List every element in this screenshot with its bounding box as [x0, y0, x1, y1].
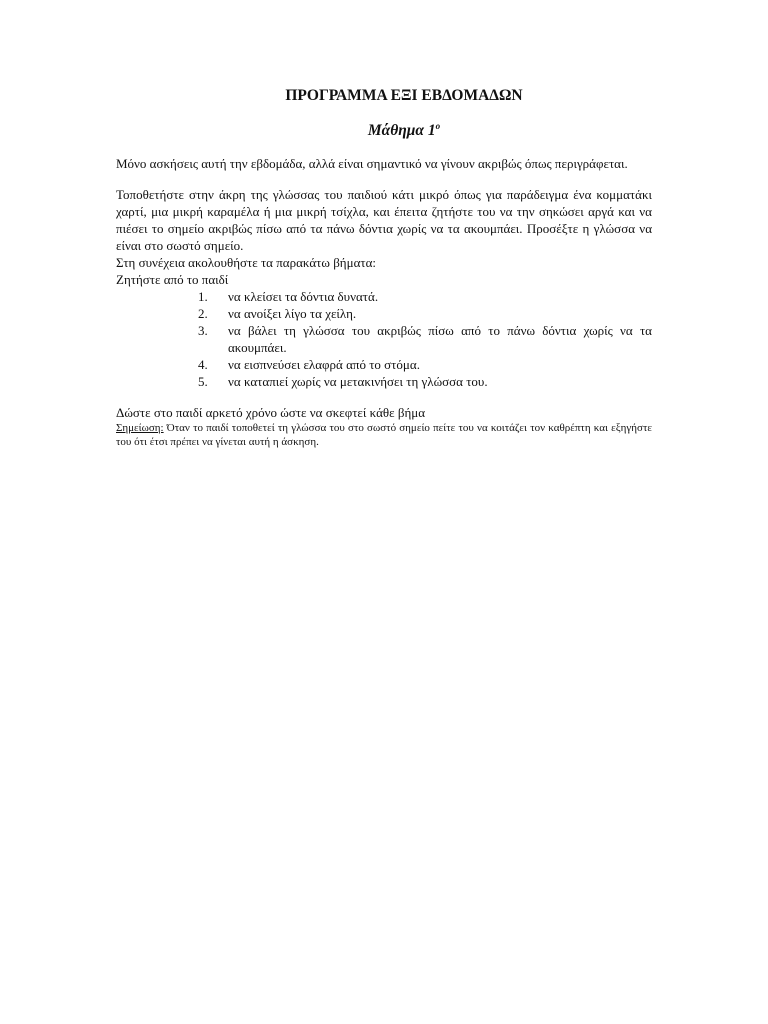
follow-line: Στη συνέχεια ακολουθήστε τα παρακάτω βήματα: — [116, 255, 377, 271]
step-number: 1. — [198, 289, 208, 305]
closing-line: Δώστε στο παιδί αρκετό χρόνο ώστε να σκεφτεί κάθε βήμα — [116, 405, 426, 421]
document-title: ΠΡΟΓΡΑΜΜΑ ΕΞΙ ΕΒΔΟΜΑΔΩΝ — [285, 87, 523, 104]
list-item — [116, 356, 652, 373]
step-text: να κλείσει τα δόντια δυνατά. — [228, 289, 379, 305]
intro-paragraph: Μόνο ασκήσεις αυτή την εβδομάδα, αλλά είναι σημαντικό να γίνουν ακριβώς όπως περιγράφεται. — [116, 156, 628, 172]
step-text: να ανοίξει λίγο τα χείλη. — [228, 306, 357, 322]
note-label: Σημείωση: — [116, 422, 164, 435]
lesson-superscript: ο — [435, 121, 441, 131]
lesson-label: Μάθημα 1 — [367, 122, 436, 140]
note-text: Όταν το παιδί τοποθετεί τη γλώσσα του στο σωστό σημείο πείτε του να κοιτάζει τον καθρέπτη και εξηγήστε του ότι έτσι πρέπει να γίνεται αυτή η άσκηση. — [116, 422, 652, 449]
step-number: 2. — [198, 306, 208, 322]
step-number: 3. — [198, 323, 208, 339]
instructions-paragraph: Τοποθετήστε στην άκρη της γλώσσας του παιδιού κάτι μικρό όπως για παράδειγμα ένα κομματάκι χαρτί, μια μικρή καραμέλα ή μια μικρή τσίχλα, και έπειτα ζητήστε του να την σηκώσει αργά και να πιέσει το σημείο ακριβώς πίσω από τα πάνω δόντια χωρίς να τα ακουμπάει. Προσέξτε η γλώσσα να είναι στο σωστό σημείο. — [116, 187, 652, 254]
list-item — [116, 305, 652, 322]
list-item — [116, 322, 652, 356]
step-text: να καταπιεί χωρίς να μετακινήσει τη γλώσσα του. — [228, 374, 488, 390]
list-item — [116, 373, 652, 390]
step-number: 5. — [198, 374, 208, 390]
list-item — [116, 288, 652, 305]
step-text: να εισπνεύσει ελαφρά από το στόμα. — [228, 357, 420, 373]
steps-list — [116, 288, 652, 390]
lesson-heading — [116, 116, 652, 141]
step-text: να βάλει τη γλώσσα του ακριβώς πίσω από το πάνω δόντια χωρίς να τα ακουμπάει. — [228, 323, 652, 356]
ask-line: Ζητήστε από το παιδί — [116, 272, 229, 288]
note-paragraph — [116, 421, 652, 449]
step-number: 4. — [198, 357, 208, 373]
document-body — [116, 86, 652, 449]
